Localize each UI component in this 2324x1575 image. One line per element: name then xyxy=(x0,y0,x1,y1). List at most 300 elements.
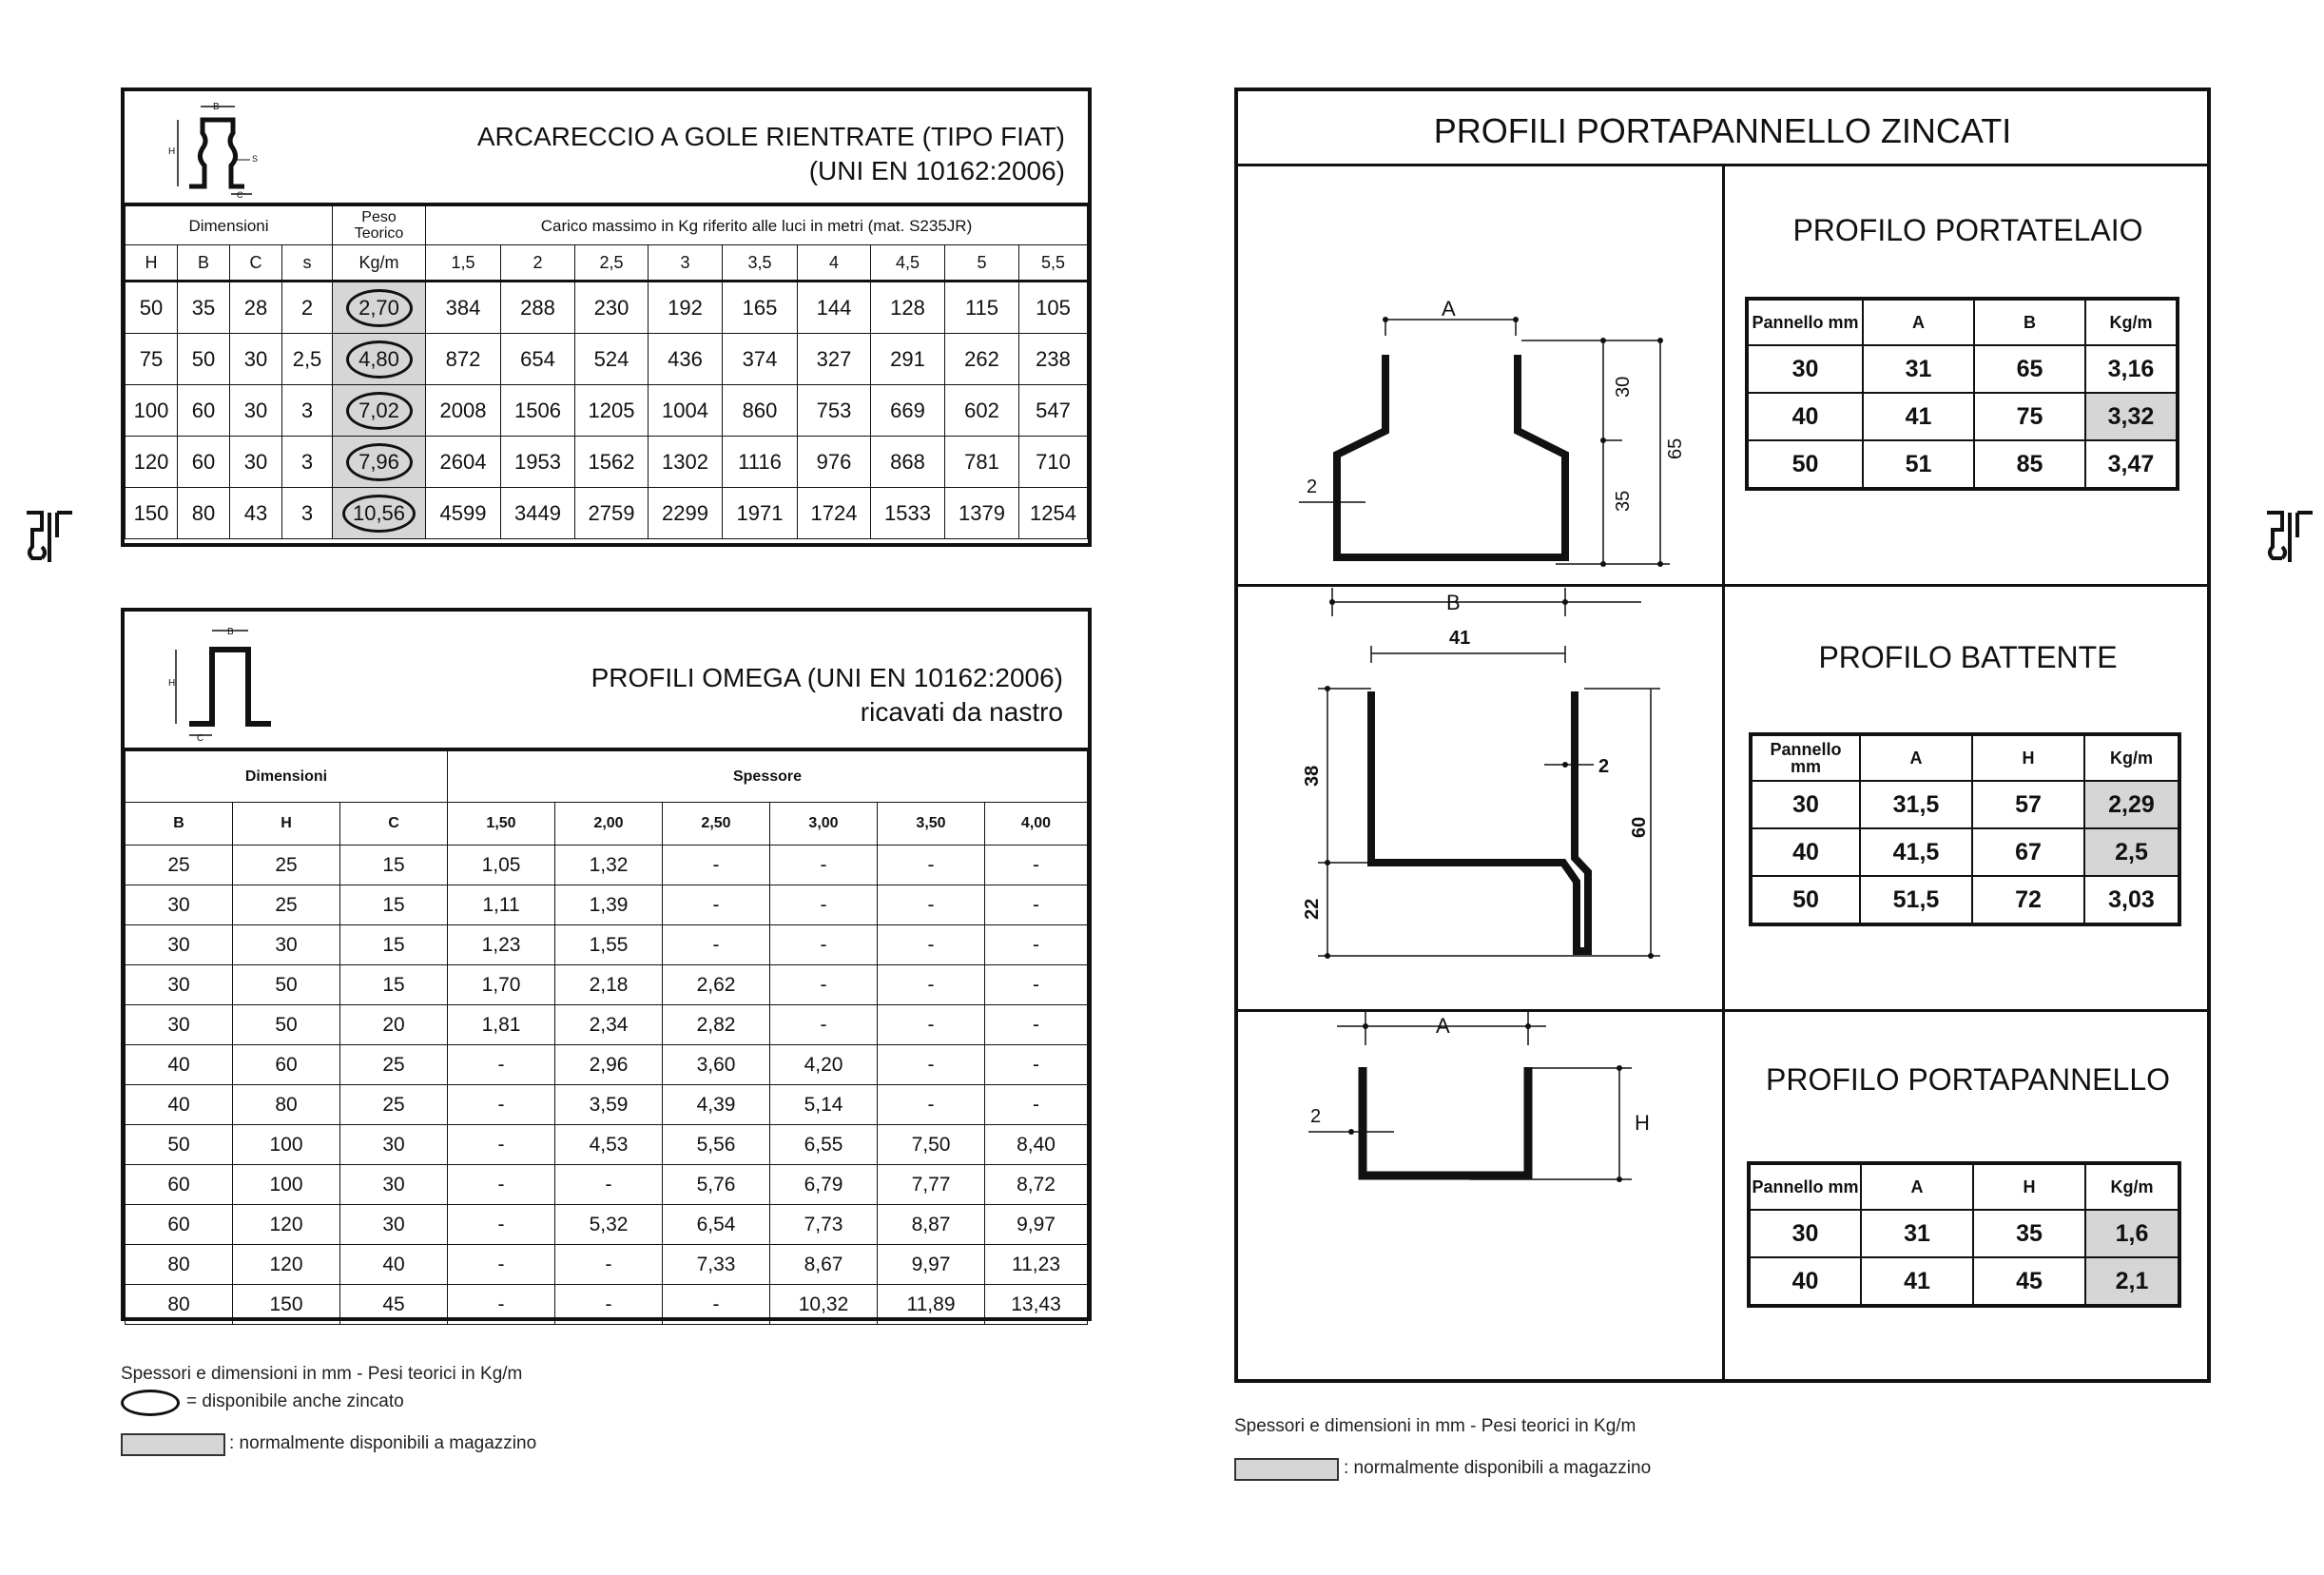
table-cell: 524 xyxy=(575,334,649,385)
table-cell: 238 xyxy=(1019,334,1088,385)
table-row xyxy=(126,1205,1088,1245)
portatelaio-table xyxy=(1745,297,2179,491)
table-cell: 2,1 xyxy=(2085,1257,2179,1306)
legend-gray-swatch-right xyxy=(1234,1458,1339,1481)
arcareccio-col-header: H xyxy=(126,245,178,282)
svg-text:B: B xyxy=(227,627,234,637)
table-cell: - xyxy=(985,1045,1088,1085)
table-cell: 2604 xyxy=(426,437,501,488)
table-cell: 31,5 xyxy=(1860,781,1972,828)
table-row xyxy=(126,925,1088,965)
table-cell: 1,70 xyxy=(448,965,555,1005)
side-logo-left xyxy=(23,509,76,566)
table-row xyxy=(1749,1210,2179,1257)
table-cell: 30 xyxy=(230,385,282,437)
omega-header-dimensioni: Dimensioni xyxy=(126,751,448,803)
svg-text:C: C xyxy=(197,733,204,744)
table-cell: 262 xyxy=(945,334,1019,385)
kg-oval: 7,02 xyxy=(346,392,413,430)
table-row xyxy=(126,1045,1088,1085)
table-cell: 30 xyxy=(340,1125,448,1165)
table-cell: 60 xyxy=(126,1165,233,1205)
legend-left-units: Spessori e dimensioni in mm - Pesi teorici in Kg/m xyxy=(121,1364,523,1384)
svg-text:65: 65 xyxy=(1665,438,1686,459)
table-cell: 2,18 xyxy=(555,965,663,1005)
table-cell: 8,72 xyxy=(985,1165,1088,1205)
table-cell: 2,29 xyxy=(2084,781,2179,828)
table-cell: 25 xyxy=(233,846,340,885)
table-cell: - xyxy=(878,1085,985,1125)
arcareccio-title-line1: ARCARECCIO A GOLE RIENTRATE (TIPO FIAT) xyxy=(476,122,1065,151)
table-cell: 654 xyxy=(501,334,575,385)
table-cell: 11,89 xyxy=(878,1285,985,1325)
table-cell: 25 xyxy=(340,1045,448,1085)
table-cell: 30 xyxy=(340,1205,448,1245)
table-cell: 100 xyxy=(233,1125,340,1165)
table-cell: 1205 xyxy=(575,385,649,437)
table-row xyxy=(126,1165,1088,1205)
table-cell: 3,47 xyxy=(2085,440,2178,489)
table-cell: 50 xyxy=(126,1125,233,1165)
table-row xyxy=(126,437,1088,488)
table-cell: 30 xyxy=(126,1005,233,1045)
arcareccio-col-header: 2 xyxy=(501,245,575,282)
table-cell: 7,50 xyxy=(878,1125,985,1165)
svg-text:22: 22 xyxy=(1302,898,1323,920)
table-cell: 115 xyxy=(945,282,1019,334)
table-cell: 13,43 xyxy=(985,1285,1088,1325)
table-cell: 25 xyxy=(340,1085,448,1125)
table-cell: 80 xyxy=(126,1245,233,1285)
table-cell: 65 xyxy=(1974,345,2085,393)
table-row xyxy=(126,488,1088,539)
omega-column-headers xyxy=(126,803,1088,846)
table-cell: 45 xyxy=(1973,1257,2085,1306)
omega-col-header: 2,00 xyxy=(555,803,663,846)
table-cell: - xyxy=(770,885,878,925)
arcareccio-col-header: 2,5 xyxy=(575,245,649,282)
table-cell: 1506 xyxy=(501,385,575,437)
table-cell: 1302 xyxy=(649,437,723,488)
svg-text:H: H xyxy=(168,678,176,689)
table-cell: 860 xyxy=(723,385,798,437)
svg-text:A: A xyxy=(1436,1014,1450,1038)
table-cell: 3 xyxy=(282,385,333,437)
table-cell: 105 xyxy=(1019,282,1088,334)
table-cell: 4599 xyxy=(426,488,501,539)
kg-oval: 2,70 xyxy=(346,289,413,327)
omega-title-line1: PROFILI OMEGA (UNI EN 10162:2006) xyxy=(591,663,1063,692)
table-cell: 40 xyxy=(126,1045,233,1085)
table-cell: 57 xyxy=(1972,781,2084,828)
kg-oval: 4,80 xyxy=(346,340,413,379)
battente-table xyxy=(1749,732,2181,926)
table-cell: 30 xyxy=(126,925,233,965)
table-cell: 8,87 xyxy=(878,1205,985,1245)
portapannello-table-body xyxy=(1749,1210,2179,1306)
battente-col-header: Kg/m xyxy=(2084,734,2179,781)
table-cell: 41 xyxy=(1863,393,1974,440)
table-row xyxy=(126,1005,1088,1045)
table-cell: 41 xyxy=(1861,1257,1973,1306)
table-cell: 30 xyxy=(233,925,340,965)
table-row xyxy=(126,385,1088,437)
svg-text:41: 41 xyxy=(1449,628,1471,649)
arcareccio-col-header: 3 xyxy=(649,245,723,282)
table-row xyxy=(1747,440,2178,489)
table-cell: 7,77 xyxy=(878,1165,985,1205)
table-cell: 30 xyxy=(1751,781,1860,828)
table-cell: 9,97 xyxy=(985,1205,1088,1245)
table-cell: 60 xyxy=(233,1045,340,1085)
table-cell: 4,39 xyxy=(663,1085,770,1125)
arcareccio-col-header: 4 xyxy=(798,245,871,282)
portapannello-title: PROFILO PORTAPANNELLO xyxy=(1766,1062,2170,1097)
table-cell: 6,79 xyxy=(770,1165,878,1205)
table-cell: 165 xyxy=(723,282,798,334)
arcareccio-col-header: C xyxy=(230,245,282,282)
table-cell: - xyxy=(448,1125,555,1165)
table-row xyxy=(1751,876,2179,924)
table-cell: 753 xyxy=(798,385,871,437)
table-cell: 31 xyxy=(1861,1210,1973,1257)
table-cell xyxy=(333,334,426,385)
table-cell: 2,96 xyxy=(555,1045,663,1085)
table-cell: 50 xyxy=(233,1005,340,1045)
omega-col-header: 2,50 xyxy=(663,803,770,846)
portatelaio-col-header: Pannello mm xyxy=(1747,299,1863,345)
portapannello-panel xyxy=(1234,88,2211,1383)
portapannello-panel-title: PROFILI PORTAPANNELLO ZINCATI xyxy=(1238,91,2207,166)
table-cell: 872 xyxy=(426,334,501,385)
omega-header-spessore: Spessore xyxy=(448,751,1088,803)
omega-title xyxy=(591,661,1063,729)
table-row xyxy=(1751,781,2179,828)
table-row xyxy=(126,1085,1088,1125)
table-cell: 15 xyxy=(340,846,448,885)
arcareccio-table-body xyxy=(126,282,1088,539)
battente-col-header: Pannello mm xyxy=(1751,734,1860,781)
svg-text:S: S xyxy=(252,154,259,164)
table-cell: 230 xyxy=(575,282,649,334)
portatelaio-drawing xyxy=(1242,169,1722,614)
portatelaio-col-header: A xyxy=(1863,299,1974,345)
table-cell: 7,33 xyxy=(663,1245,770,1285)
table-cell: 80 xyxy=(233,1085,340,1125)
portatelaio-title: PROFILO PORTATELAIO xyxy=(1792,213,2143,247)
table-cell: 85 xyxy=(1974,440,2085,489)
table-cell xyxy=(333,282,426,334)
table-cell: 25 xyxy=(126,846,233,885)
arcareccio-header-peso: Peso Teorico xyxy=(333,206,426,245)
table-cell: 2,82 xyxy=(663,1005,770,1045)
table-row xyxy=(126,885,1088,925)
svg-text:B: B xyxy=(213,102,220,112)
table-cell: 40 xyxy=(1751,828,1860,876)
omega-col-header: B xyxy=(126,803,233,846)
table-row xyxy=(126,1245,1088,1285)
table-cell: 40 xyxy=(340,1245,448,1285)
legend-oval-symbol xyxy=(121,1390,180,1416)
arcareccio-col-header: 1,5 xyxy=(426,245,501,282)
table-cell: 710 xyxy=(1019,437,1088,488)
portatelaio-col-header: B xyxy=(1974,299,2085,345)
table-cell: 1004 xyxy=(649,385,723,437)
table-cell: 3,60 xyxy=(663,1045,770,1085)
arcareccio-col-header: s xyxy=(282,245,333,282)
table-cell: 128 xyxy=(871,282,945,334)
table-cell: 40 xyxy=(1747,393,1863,440)
table-cell: 1,39 xyxy=(555,885,663,925)
portapannello-col-header: H xyxy=(1973,1163,2085,1210)
omega-table-body xyxy=(126,846,1088,1325)
arcareccio-column-headers xyxy=(126,245,1088,282)
table-cell: 5,56 xyxy=(663,1125,770,1165)
table-cell: 1,23 xyxy=(448,925,555,965)
table-cell: 2008 xyxy=(426,385,501,437)
table-cell: 3449 xyxy=(501,488,575,539)
omega-col-header: H xyxy=(233,803,340,846)
table-row xyxy=(1747,345,2178,393)
battente-col-header: H xyxy=(1972,734,2084,781)
portatelaio-column-headers xyxy=(1747,299,2178,345)
side-logo-right xyxy=(2263,509,2316,566)
table-cell: 50 xyxy=(126,282,178,334)
table-cell: 144 xyxy=(798,282,871,334)
table-cell: 50 xyxy=(233,965,340,1005)
portapannello-column-headers xyxy=(1749,1163,2179,1210)
table-cell: 50 xyxy=(178,334,230,385)
arcareccio-title xyxy=(477,120,1065,188)
svg-text:H: H xyxy=(168,146,176,157)
table-cell xyxy=(333,385,426,437)
table-cell: 2759 xyxy=(575,488,649,539)
table-cell: 3,03 xyxy=(2084,876,2179,924)
table-cell: - xyxy=(878,925,985,965)
svg-text:H: H xyxy=(1635,1111,1650,1135)
table-cell: 436 xyxy=(649,334,723,385)
arcareccio-header xyxy=(125,91,1088,205)
arcareccio-table-box xyxy=(121,88,1092,547)
table-cell: - xyxy=(985,846,1088,885)
table-cell: 1,32 xyxy=(555,846,663,885)
arcareccio-col-header: 3,5 xyxy=(723,245,798,282)
table-cell: 2,34 xyxy=(555,1005,663,1045)
table-cell: 1,11 xyxy=(448,885,555,925)
portapannello-col-header: Kg/m xyxy=(2085,1163,2179,1210)
portapannello-col-header: A xyxy=(1861,1163,1973,1210)
table-cell: - xyxy=(878,885,985,925)
legend-gray-swatch-left xyxy=(121,1433,225,1456)
table-cell: 192 xyxy=(649,282,723,334)
arcareccio-col-header: 4,5 xyxy=(871,245,945,282)
table-cell: 30 xyxy=(126,885,233,925)
table-cell: - xyxy=(663,846,770,885)
table-cell: 1953 xyxy=(501,437,575,488)
arcareccio-col-header: 5,5 xyxy=(1019,245,1088,282)
table-cell: 31 xyxy=(1863,345,1974,393)
omega-col-header: 3,00 xyxy=(770,803,878,846)
table-cell: 1724 xyxy=(798,488,871,539)
table-cell: - xyxy=(663,925,770,965)
kg-oval: 10,56 xyxy=(342,495,416,533)
table-cell: 6,54 xyxy=(663,1205,770,1245)
table-cell: 8,40 xyxy=(985,1125,1088,1165)
table-cell: 602 xyxy=(945,385,1019,437)
panel-vertical-divider xyxy=(1722,166,1725,1383)
portatelaio-col-header: Kg/m xyxy=(2085,299,2178,345)
svg-text:30: 30 xyxy=(1613,376,1634,398)
table-cell xyxy=(333,488,426,539)
arcareccio-profile-icon xyxy=(161,99,275,198)
table-cell: - xyxy=(448,1165,555,1205)
table-cell: 6,55 xyxy=(770,1125,878,1165)
table-cell: 4,20 xyxy=(770,1045,878,1085)
table-cell: 3,16 xyxy=(2085,345,2178,393)
table-cell: 3,59 xyxy=(555,1085,663,1125)
table-cell: 35 xyxy=(178,282,230,334)
table-cell: 40 xyxy=(126,1085,233,1125)
omega-col-header: 3,50 xyxy=(878,803,985,846)
table-row xyxy=(126,334,1088,385)
table-cell: - xyxy=(555,1165,663,1205)
svg-text:35: 35 xyxy=(1613,490,1634,512)
table-cell xyxy=(333,437,426,488)
table-cell: 30 xyxy=(1749,1210,1861,1257)
table-cell: 2299 xyxy=(649,488,723,539)
table-cell: 150 xyxy=(233,1285,340,1325)
omega-table xyxy=(125,750,1088,1325)
portatelaio-table-body xyxy=(1747,345,2178,489)
legend-gray-text-right: : normalmente disponibili a magazzino xyxy=(1344,1458,1652,1478)
table-cell: 72 xyxy=(1972,876,2084,924)
table-cell: 1,05 xyxy=(448,846,555,885)
table-cell: 75 xyxy=(1974,393,2085,440)
table-cell: 15 xyxy=(340,925,448,965)
battente-column-headers xyxy=(1751,734,2179,781)
table-cell: 120 xyxy=(126,437,178,488)
battente-table-body xyxy=(1751,781,2179,924)
omega-table-box xyxy=(121,608,1092,1321)
table-cell: - xyxy=(985,1005,1088,1045)
arcareccio-col-header: Kg/m xyxy=(333,245,426,282)
table-cell: 288 xyxy=(501,282,575,334)
table-cell: 60 xyxy=(126,1205,233,1245)
arcareccio-header-dimensioni: Dimensioni xyxy=(126,206,333,245)
legend-oval-text: = disponibile anche zincato xyxy=(186,1391,404,1411)
svg-text:2: 2 xyxy=(1307,476,1318,497)
omega-col-header: 1,50 xyxy=(448,803,555,846)
table-cell: - xyxy=(663,1285,770,1325)
table-cell: - xyxy=(878,965,985,1005)
table-row xyxy=(1751,828,2179,876)
table-cell: 1116 xyxy=(723,437,798,488)
table-cell: 327 xyxy=(798,334,871,385)
table-cell: 976 xyxy=(798,437,871,488)
table-cell: 3,32 xyxy=(2085,393,2178,440)
table-cell: 67 xyxy=(1972,828,2084,876)
omega-title-line2: ricavati da nastro xyxy=(860,697,1063,727)
table-cell: 868 xyxy=(871,437,945,488)
table-row xyxy=(126,846,1088,885)
table-cell: 80 xyxy=(126,1285,233,1325)
table-cell: 374 xyxy=(723,334,798,385)
table-cell: 1533 xyxy=(871,488,945,539)
svg-text:60: 60 xyxy=(1629,816,1650,838)
table-cell: 291 xyxy=(871,334,945,385)
table-cell: 60 xyxy=(178,385,230,437)
table-cell: 80 xyxy=(178,488,230,539)
table-cell: 120 xyxy=(233,1245,340,1285)
svg-text:B: B xyxy=(1446,591,1461,614)
table-cell: 2,5 xyxy=(282,334,333,385)
table-cell: 8,67 xyxy=(770,1245,878,1285)
table-cell: - xyxy=(985,1085,1088,1125)
table-row xyxy=(126,1125,1088,1165)
table-cell: 25 xyxy=(233,885,340,925)
arcareccio-title-line2: (UNI EN 10162:2006) xyxy=(808,156,1065,185)
table-cell: 51,5 xyxy=(1860,876,1972,924)
table-cell: 5,76 xyxy=(663,1165,770,1205)
table-cell: 50 xyxy=(1751,876,1860,924)
table-cell: 43 xyxy=(230,488,282,539)
table-cell: 1379 xyxy=(945,488,1019,539)
svg-text:2: 2 xyxy=(1598,756,1610,777)
table-cell: 15 xyxy=(340,965,448,1005)
table-cell: 30 xyxy=(1747,345,1863,393)
table-cell: - xyxy=(770,1005,878,1045)
omega-col-header: 4,00 xyxy=(985,803,1088,846)
table-cell: 41,5 xyxy=(1860,828,1972,876)
table-cell: 1,81 xyxy=(448,1005,555,1045)
table-cell: 3 xyxy=(282,488,333,539)
legend-gray-text-left: : normalmente disponibili a magazzino xyxy=(229,1433,537,1453)
kg-oval: 7,96 xyxy=(346,443,413,481)
arcareccio-col-header: 5 xyxy=(945,245,1019,282)
table-cell: - xyxy=(770,846,878,885)
arcareccio-col-header: B xyxy=(178,245,230,282)
table-cell: - xyxy=(448,1245,555,1285)
svg-text:2: 2 xyxy=(1310,1106,1322,1127)
table-row xyxy=(1747,393,2178,440)
table-cell: 1562 xyxy=(575,437,649,488)
table-cell: 50 xyxy=(1747,440,1863,489)
svg-text:C: C xyxy=(237,190,243,200)
table-cell: 1971 xyxy=(723,488,798,539)
table-cell: 7,73 xyxy=(770,1205,878,1245)
table-cell: 120 xyxy=(233,1205,340,1245)
table-cell: 40 xyxy=(1749,1257,1861,1306)
table-cell: - xyxy=(985,925,1088,965)
table-cell: 20 xyxy=(340,1005,448,1045)
battente-col-header: A xyxy=(1860,734,1972,781)
table-cell: - xyxy=(448,1205,555,1245)
svg-text:38: 38 xyxy=(1302,765,1323,787)
table-cell: 2,5 xyxy=(2084,828,2179,876)
table-cell: - xyxy=(985,885,1088,925)
table-row xyxy=(126,282,1088,334)
omega-header xyxy=(125,612,1088,750)
table-cell: - xyxy=(663,885,770,925)
table-cell: 30 xyxy=(230,334,282,385)
table-cell: 30 xyxy=(126,965,233,1005)
table-cell: 45 xyxy=(340,1285,448,1325)
table-cell: 150 xyxy=(126,488,178,539)
table-cell: 781 xyxy=(945,437,1019,488)
table-cell: - xyxy=(448,1045,555,1085)
table-cell: - xyxy=(985,965,1088,1005)
portapannello-col-header: Pannello mm xyxy=(1749,1163,1861,1210)
